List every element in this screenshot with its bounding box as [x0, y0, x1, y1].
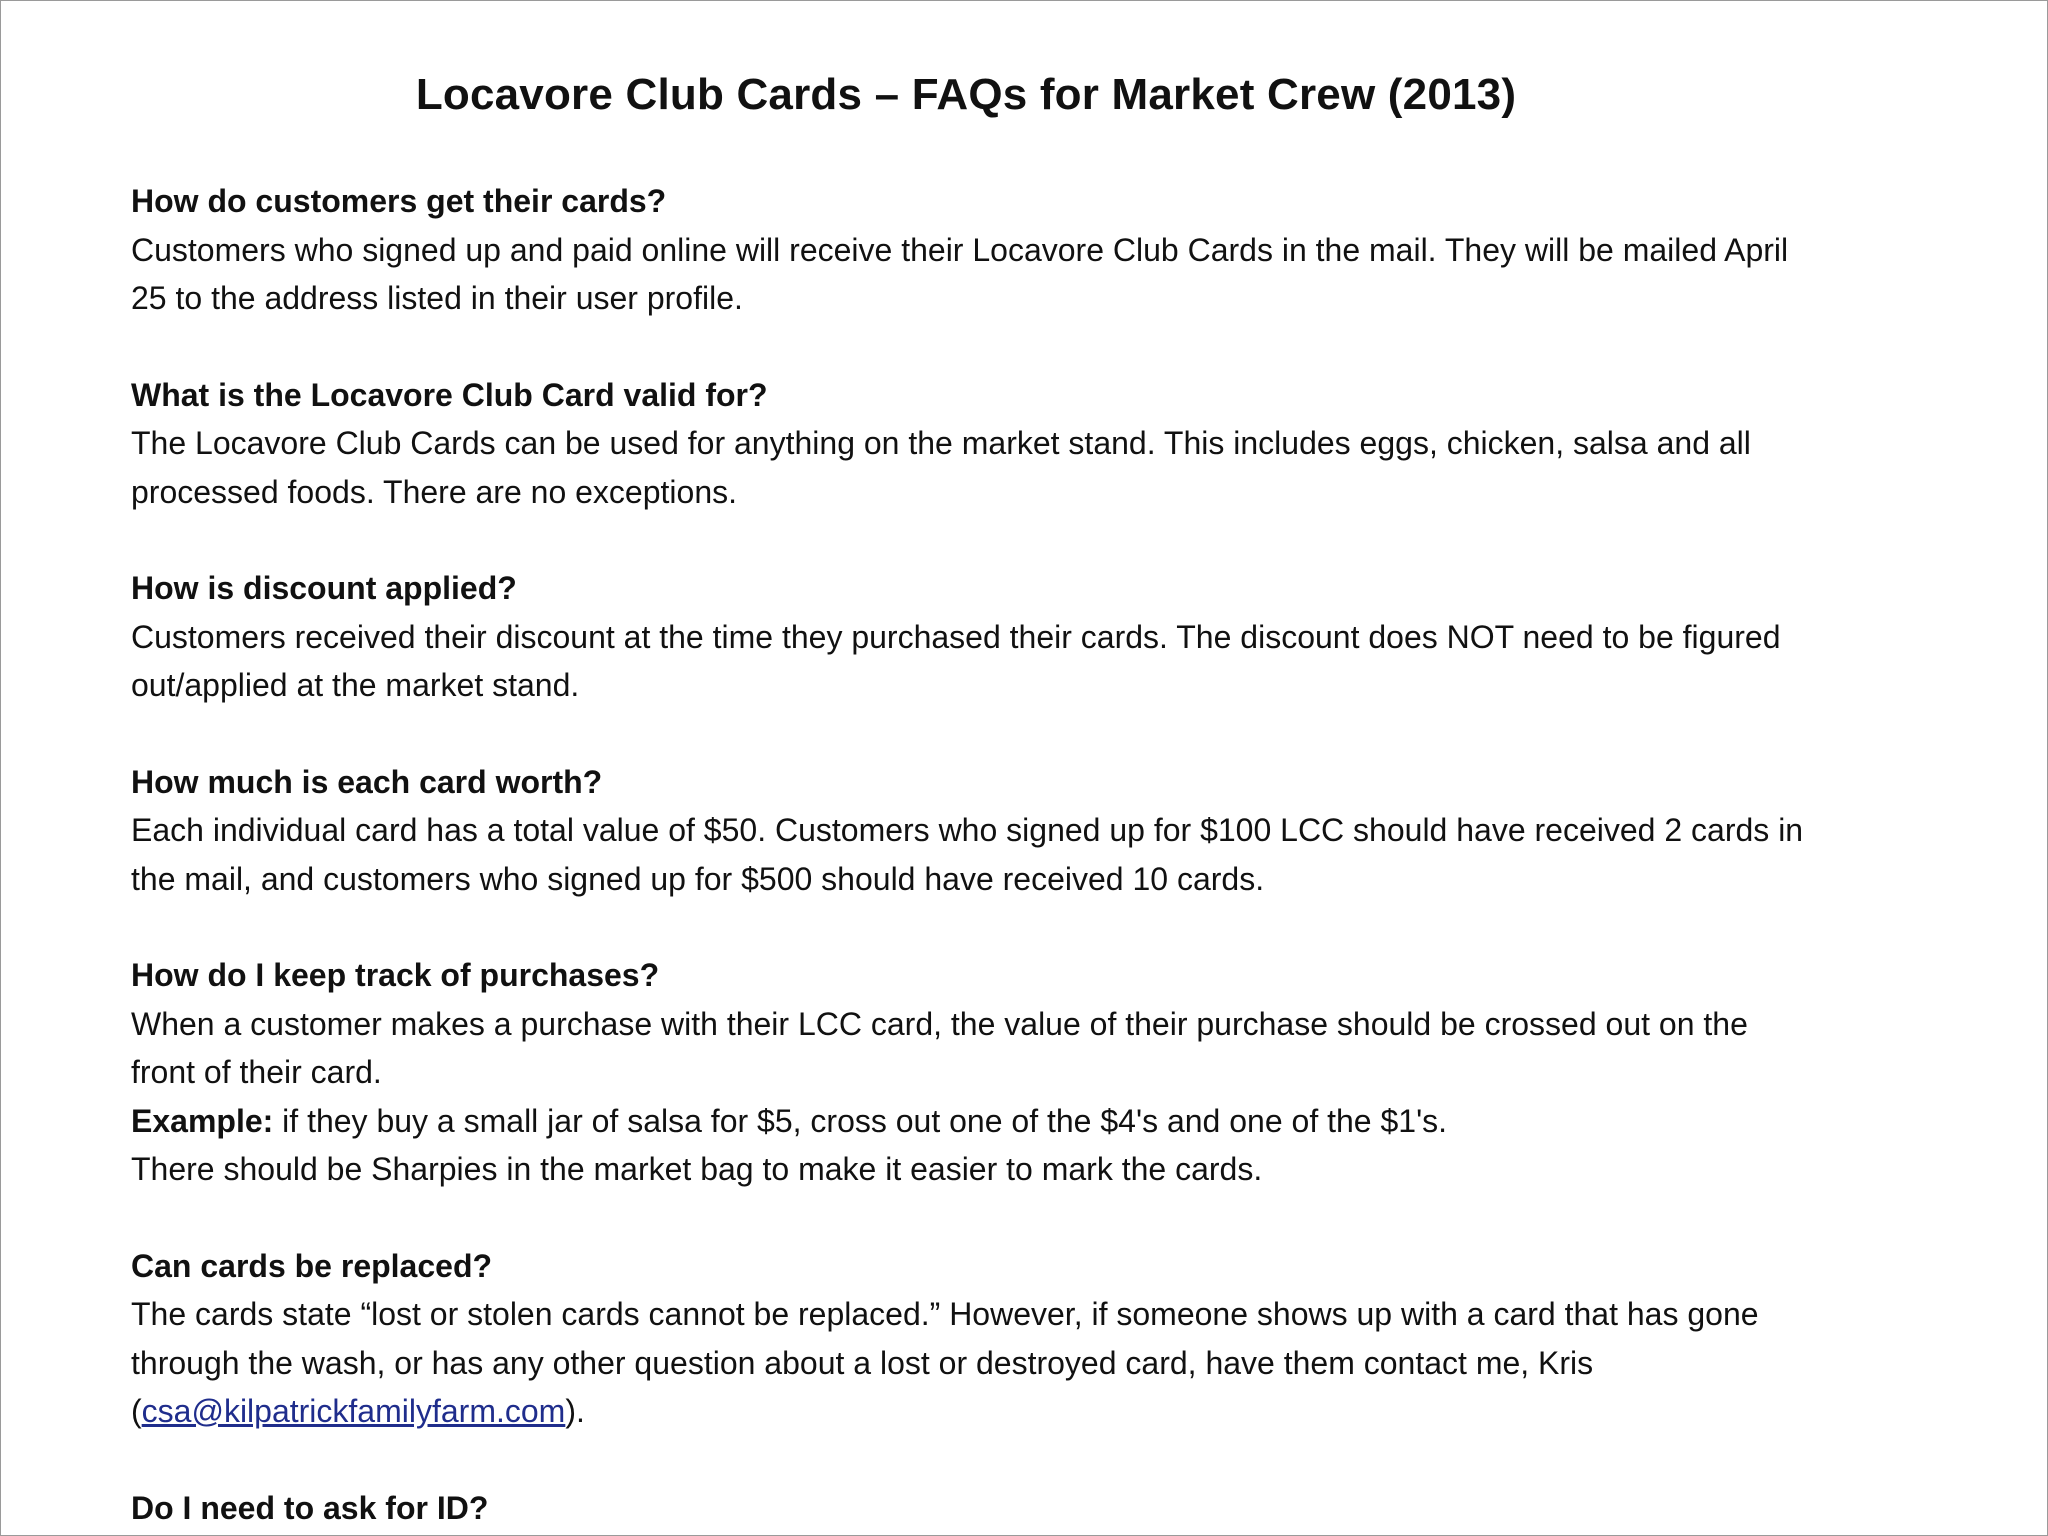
faq-item-get-cards — [131, 177, 1811, 323]
example-label: Example: — [131, 1102, 274, 1139]
faq-item-discount — [131, 564, 1811, 710]
faq-answer — [131, 1290, 1811, 1436]
example-text: if they buy a small jar of salsa for $5, cross out one of the $4's and one of the $1's. — [273, 1102, 1448, 1139]
faq-extra-note: There should be Sharpies in the market bag to make it easier to mark the cards. — [131, 1151, 1263, 1187]
faq-question: What is the Locavore Club Card valid for? — [131, 376, 768, 413]
faq-answer: Customers who signed up and paid online will receive their Locavore Club Cards in the mail. They will be mailed April 25 to the address listed in their user profile. — [131, 231, 1789, 316]
answer-text-before-link: The cards state “lost or stolen cards cannot be replaced.” However, if someone shows up with a card that has gone through the wash, or has any other question about a lost or destroyed card, have them contact me, Kris ( — [131, 1296, 1759, 1429]
faq-question: How much is each card worth? — [131, 763, 603, 800]
email-link[interactable]: csa@kilpatrickfamilyfarm.com — [141, 1393, 566, 1429]
faq-item-track-purchases — [131, 951, 1811, 1194]
faq-item-valid-for — [131, 371, 1811, 517]
faq-example — [131, 1097, 1811, 1146]
faq-question: How do customers get their cards? — [131, 183, 667, 219]
faq-item-ask-id — [131, 1484, 1811, 1533]
faq-question: How is discount applied? — [131, 570, 517, 606]
faq-question: Do I need to ask for ID? — [131, 1489, 489, 1526]
faq-answer: When a customer makes a purchase with their LCC card, the value of their purchase should be crossed out on the front of their card. — [131, 1005, 1748, 1090]
document-title: Locavore Club Cards – FAQs for Market Crew (2013) — [415, 70, 1517, 119]
faq-item-card-worth — [131, 758, 1811, 904]
faq-item-replace-cards — [131, 1242, 1811, 1436]
faq-answer: The Locavore Club Cards can be used for anything on the market stand. This includes eggs, chicken, salsa and all processed foods. There are no exceptions. — [131, 425, 1751, 510]
faq-answer: Customers received their discount at the time they purchased their cards. The discount does NOT need to be figured out/applied at the market stand. — [131, 618, 1781, 703]
faq-question: Can cards be replaced? — [131, 1247, 493, 1284]
answer-text-after-link: ). — [565, 1393, 585, 1429]
faq-list — [131, 177, 1811, 1536]
faq-answer: Each individual card has a total value of $50. Customers who signed up for $100 LCC should have received 2 cards in the mail, and customers who signed up for $500 should have received 10 cards. — [131, 812, 1804, 897]
faq-question: How do I keep track of purchases? — [131, 957, 660, 993]
